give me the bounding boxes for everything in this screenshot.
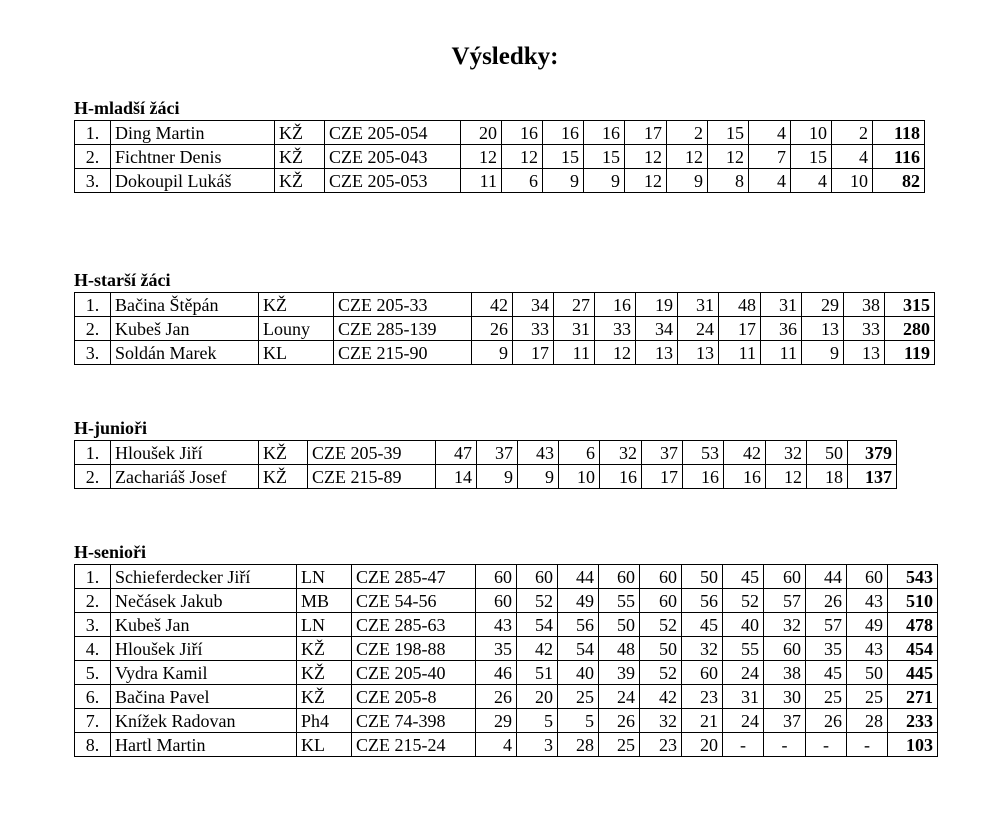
score-cell: 12: [461, 145, 502, 169]
registration-cell: CZE 205-33: [334, 293, 472, 317]
score-cell: 9: [472, 341, 513, 365]
score-cell: 25: [558, 685, 599, 709]
rank-cell: 1.: [75, 293, 111, 317]
score-cell: 43: [847, 589, 888, 613]
score-cell: 60: [640, 589, 682, 613]
score-cell: 50: [682, 565, 723, 589]
score-cell: 33: [513, 317, 554, 341]
score-cell: 16: [600, 465, 642, 489]
score-cell: 11: [554, 341, 595, 365]
score-cell: 24: [599, 685, 640, 709]
score-cell: 13: [678, 341, 719, 365]
score-cell: 29: [476, 709, 517, 733]
score-cell: 4: [791, 169, 832, 193]
club-cell: KŽ: [297, 637, 352, 661]
registration-cell: CZE 54-56: [352, 589, 476, 613]
rank-cell: 4.: [75, 637, 111, 661]
score-cell: 56: [558, 613, 599, 637]
score-cell: 31: [678, 293, 719, 317]
score-cell: 46: [476, 661, 517, 685]
score-cell: 26: [472, 317, 513, 341]
score-cell: 10: [832, 169, 873, 193]
score-cell: 6: [559, 441, 600, 465]
score-cell: 3: [517, 733, 558, 757]
club-cell: KŽ: [275, 169, 325, 193]
score-cell: 60: [640, 565, 682, 589]
score-cell: 9: [543, 169, 584, 193]
score-cell: 16: [724, 465, 766, 489]
club-cell: Louny: [259, 317, 334, 341]
score-cell: 39: [599, 661, 640, 685]
score-cell: 13: [636, 341, 678, 365]
name-cell: Ding Martin: [111, 121, 275, 145]
score-cell: 50: [847, 661, 888, 685]
table-row: [75, 637, 938, 661]
total-cell: 118: [873, 121, 925, 145]
score-cell: 60: [682, 661, 723, 685]
score-cell: 34: [636, 317, 678, 341]
score-cell: 2: [667, 121, 708, 145]
registration-cell: CZE 205-043: [325, 145, 461, 169]
score-cell: 5: [558, 709, 599, 733]
club-cell: KŽ: [275, 145, 325, 169]
score-cell: -: [764, 733, 806, 757]
score-cell: -: [723, 733, 764, 757]
score-cell: 15: [543, 145, 584, 169]
score-cell: 4: [476, 733, 517, 757]
score-cell: 12: [625, 145, 667, 169]
score-cell: 15: [584, 145, 625, 169]
registration-cell: CZE 285-63: [352, 613, 476, 637]
score-cell: 34: [513, 293, 554, 317]
score-cell: 2: [832, 121, 873, 145]
page-title: Výsledky:: [451, 43, 559, 70]
club-cell: Ph4: [297, 709, 352, 733]
name-cell: Knížek Radovan: [111, 709, 297, 733]
score-cell: 12: [667, 145, 708, 169]
name-cell: Nečásek Jakub: [111, 589, 297, 613]
score-cell: 49: [558, 589, 599, 613]
total-cell: 445: [888, 661, 938, 685]
score-cell: 12: [502, 145, 543, 169]
score-cell: 60: [517, 565, 558, 589]
table-row: [75, 169, 925, 193]
score-cell: 32: [600, 441, 642, 465]
score-cell: 32: [682, 637, 723, 661]
total-cell: 103: [888, 733, 938, 757]
score-cell: 54: [558, 637, 599, 661]
score-cell: 50: [599, 613, 640, 637]
score-cell: 44: [806, 565, 847, 589]
score-cell: 26: [806, 709, 847, 733]
club-cell: KŽ: [297, 685, 352, 709]
score-cell: -: [847, 733, 888, 757]
table-row: [75, 465, 897, 489]
score-cell: 16: [683, 465, 724, 489]
score-cell: 10: [791, 121, 832, 145]
score-cell: 11: [719, 341, 761, 365]
score-cell: 17: [513, 341, 554, 365]
score-cell: 55: [599, 589, 640, 613]
name-cell: Vydra Kamil: [111, 661, 297, 685]
score-cell: 37: [477, 441, 518, 465]
score-cell: 17: [642, 465, 683, 489]
score-cell: 48: [719, 293, 761, 317]
total-cell: 271: [888, 685, 938, 709]
rank-cell: 8.: [75, 733, 111, 757]
score-cell: 40: [723, 613, 764, 637]
score-cell: 11: [461, 169, 502, 193]
score-cell: 56: [682, 589, 723, 613]
club-cell: KŽ: [259, 441, 308, 465]
score-cell: 24: [723, 709, 764, 733]
score-cell: 26: [476, 685, 517, 709]
registration-cell: CZE 215-24: [352, 733, 476, 757]
score-cell: 31: [554, 317, 595, 341]
score-cell: 47: [436, 441, 477, 465]
score-cell: 11: [761, 341, 802, 365]
score-cell: 38: [764, 661, 806, 685]
table-row: [75, 145, 925, 169]
results-table: [74, 120, 925, 193]
score-cell: 12: [595, 341, 636, 365]
score-cell: 45: [723, 565, 764, 589]
score-cell: 44: [558, 565, 599, 589]
score-cell: 26: [599, 709, 640, 733]
registration-cell: CZE 215-90: [334, 341, 472, 365]
score-cell: 28: [558, 733, 599, 757]
score-cell: 42: [472, 293, 513, 317]
score-cell: 60: [476, 565, 517, 589]
score-cell: 16: [502, 121, 543, 145]
score-cell: 15: [708, 121, 749, 145]
score-cell: 43: [847, 637, 888, 661]
table-row: [75, 293, 935, 317]
score-cell: 20: [517, 685, 558, 709]
name-cell: Hartl Martin: [111, 733, 297, 757]
score-cell: 52: [640, 661, 682, 685]
total-cell: 478: [888, 613, 938, 637]
table-row: [75, 685, 938, 709]
score-cell: 42: [640, 685, 682, 709]
table-row: [75, 613, 938, 637]
rank-cell: 1.: [75, 121, 111, 145]
rank-cell: 2.: [75, 589, 111, 613]
score-cell: 29: [802, 293, 844, 317]
score-cell: 9: [477, 465, 518, 489]
total-cell: 543: [888, 565, 938, 589]
score-cell: 40: [558, 661, 599, 685]
club-cell: MB: [297, 589, 352, 613]
table-row: [75, 733, 938, 757]
club-cell: LN: [297, 613, 352, 637]
name-cell: Kubeš Jan: [111, 317, 259, 341]
score-cell: 9: [802, 341, 844, 365]
score-cell: 15: [791, 145, 832, 169]
score-cell: 60: [599, 565, 640, 589]
score-cell: 32: [640, 709, 682, 733]
score-cell: 31: [723, 685, 764, 709]
rank-cell: 5.: [75, 661, 111, 685]
registration-cell: CZE 205-053: [325, 169, 461, 193]
rank-cell: 2.: [75, 145, 111, 169]
results-table: [74, 292, 935, 365]
score-cell: 16: [595, 293, 636, 317]
score-cell: 33: [844, 317, 885, 341]
score-cell: 51: [517, 661, 558, 685]
score-cell: 4: [832, 145, 873, 169]
table-row: [75, 565, 938, 589]
registration-cell: CZE 215-89: [308, 465, 436, 489]
name-cell: Kubeš Jan: [111, 613, 297, 637]
table-row: [75, 589, 938, 613]
score-cell: 14: [436, 465, 477, 489]
score-cell: 7: [749, 145, 791, 169]
score-cell: 17: [625, 121, 667, 145]
total-cell: 315: [885, 293, 935, 317]
score-cell: 5: [517, 709, 558, 733]
name-cell: Fichtner Denis: [111, 145, 275, 169]
score-cell: 32: [764, 613, 806, 637]
total-cell: 82: [873, 169, 925, 193]
score-cell: 60: [764, 637, 806, 661]
score-cell: 25: [847, 685, 888, 709]
name-cell: Hloušek Jiří: [111, 441, 259, 465]
section-title: H-starší žáci: [74, 270, 171, 290]
score-cell: 35: [476, 637, 517, 661]
registration-cell: CZE 198-88: [352, 637, 476, 661]
total-cell: 454: [888, 637, 938, 661]
score-cell: 21: [682, 709, 723, 733]
score-cell: 37: [764, 709, 806, 733]
name-cell: Bačina Pavel: [111, 685, 297, 709]
score-cell: 16: [584, 121, 625, 145]
name-cell: Zachariáš Josef: [111, 465, 259, 489]
registration-cell: CZE 285-47: [352, 565, 476, 589]
score-cell: 20: [461, 121, 502, 145]
rank-cell: 7.: [75, 709, 111, 733]
rank-cell: 1.: [75, 565, 111, 589]
score-cell: 9: [667, 169, 708, 193]
table-row: [75, 441, 897, 465]
score-cell: 32: [766, 441, 807, 465]
total-cell: 137: [848, 465, 897, 489]
score-cell: 57: [806, 613, 847, 637]
score-cell: 23: [682, 685, 723, 709]
results-table: [74, 564, 938, 757]
section-title: H-senioři: [74, 542, 146, 562]
club-cell: KŽ: [297, 661, 352, 685]
score-cell: 36: [761, 317, 802, 341]
score-cell: 50: [807, 441, 848, 465]
score-cell: 9: [584, 169, 625, 193]
section-title: H-junioři: [74, 418, 148, 438]
section-title: H-mladší žáci: [74, 98, 180, 118]
score-cell: 52: [723, 589, 764, 613]
total-cell: 510: [888, 589, 938, 613]
table-row: [75, 661, 938, 685]
score-cell: 8: [708, 169, 749, 193]
score-cell: 48: [599, 637, 640, 661]
score-cell: 52: [640, 613, 682, 637]
score-cell: 25: [806, 685, 847, 709]
score-cell: 60: [476, 589, 517, 613]
registration-cell: CZE 205-8: [352, 685, 476, 709]
name-cell: Soldán Marek: [111, 341, 259, 365]
score-cell: 53: [683, 441, 724, 465]
score-cell: 19: [636, 293, 678, 317]
club-cell: KL: [259, 341, 334, 365]
score-cell: 12: [708, 145, 749, 169]
score-cell: 52: [517, 589, 558, 613]
rank-cell: 3.: [75, 341, 111, 365]
club-cell: KŽ: [259, 465, 308, 489]
score-cell: 33: [595, 317, 636, 341]
section-mladsi-zaci: [74, 98, 925, 193]
rank-cell: 3.: [75, 169, 111, 193]
total-cell: 116: [873, 145, 925, 169]
score-cell: 17: [719, 317, 761, 341]
name-cell: Dokoupil Lukáš: [111, 169, 275, 193]
score-cell: 60: [764, 565, 806, 589]
name-cell: Hloušek Jiří: [111, 637, 297, 661]
score-cell: 45: [806, 661, 847, 685]
score-cell: 54: [517, 613, 558, 637]
rank-cell: 2.: [75, 317, 111, 341]
score-cell: 13: [844, 341, 885, 365]
score-cell: 38: [844, 293, 885, 317]
score-cell: 4: [749, 169, 791, 193]
total-cell: 233: [888, 709, 938, 733]
name-cell: Schieferdecker Jiří: [111, 565, 297, 589]
score-cell: 26: [806, 589, 847, 613]
table-row: [75, 709, 938, 733]
score-cell: 37: [642, 441, 683, 465]
registration-cell: CZE 205-054: [325, 121, 461, 145]
rank-cell: 2.: [75, 465, 111, 489]
score-cell: 18: [807, 465, 848, 489]
score-cell: 23: [640, 733, 682, 757]
score-cell: 10: [559, 465, 600, 489]
score-cell: 24: [678, 317, 719, 341]
score-cell: 27: [554, 293, 595, 317]
score-cell: 4: [749, 121, 791, 145]
score-cell: 16: [543, 121, 584, 145]
score-cell: 31: [761, 293, 802, 317]
section-starsi-zaci: [74, 270, 935, 365]
score-cell: 12: [766, 465, 807, 489]
registration-cell: CZE 285-139: [334, 317, 472, 341]
table-row: [75, 341, 935, 365]
score-cell: 42: [724, 441, 766, 465]
score-cell: 25: [599, 733, 640, 757]
score-cell: 57: [764, 589, 806, 613]
section-juniori: [74, 418, 897, 489]
score-cell: 13: [802, 317, 844, 341]
registration-cell: CZE 205-40: [352, 661, 476, 685]
score-cell: 20: [682, 733, 723, 757]
score-cell: 49: [847, 613, 888, 637]
total-cell: 379: [848, 441, 897, 465]
total-cell: 119: [885, 341, 935, 365]
club-cell: KŽ: [275, 121, 325, 145]
score-cell: -: [806, 733, 847, 757]
table-row: [75, 121, 925, 145]
rank-cell: 6.: [75, 685, 111, 709]
club-cell: LN: [297, 565, 352, 589]
score-cell: 12: [625, 169, 667, 193]
score-cell: 9: [518, 465, 559, 489]
score-cell: 35: [806, 637, 847, 661]
score-cell: 24: [723, 661, 764, 685]
score-cell: 28: [847, 709, 888, 733]
section-seniori: [74, 542, 938, 757]
rank-cell: 3.: [75, 613, 111, 637]
score-cell: 45: [682, 613, 723, 637]
score-cell: 6: [502, 169, 543, 193]
rank-cell: 1.: [75, 441, 111, 465]
score-cell: 60: [847, 565, 888, 589]
registration-cell: CZE 74-398: [352, 709, 476, 733]
registration-cell: CZE 205-39: [308, 441, 436, 465]
score-cell: 55: [723, 637, 764, 661]
club-cell: KL: [297, 733, 352, 757]
score-cell: 43: [518, 441, 559, 465]
score-cell: 42: [517, 637, 558, 661]
total-cell: 280: [885, 317, 935, 341]
score-cell: 30: [764, 685, 806, 709]
score-cell: 50: [640, 637, 682, 661]
table-row: [75, 317, 935, 341]
name-cell: Bačina Štěpán: [111, 293, 259, 317]
score-cell: 43: [476, 613, 517, 637]
results-table: [74, 440, 897, 489]
club-cell: KŽ: [259, 293, 334, 317]
